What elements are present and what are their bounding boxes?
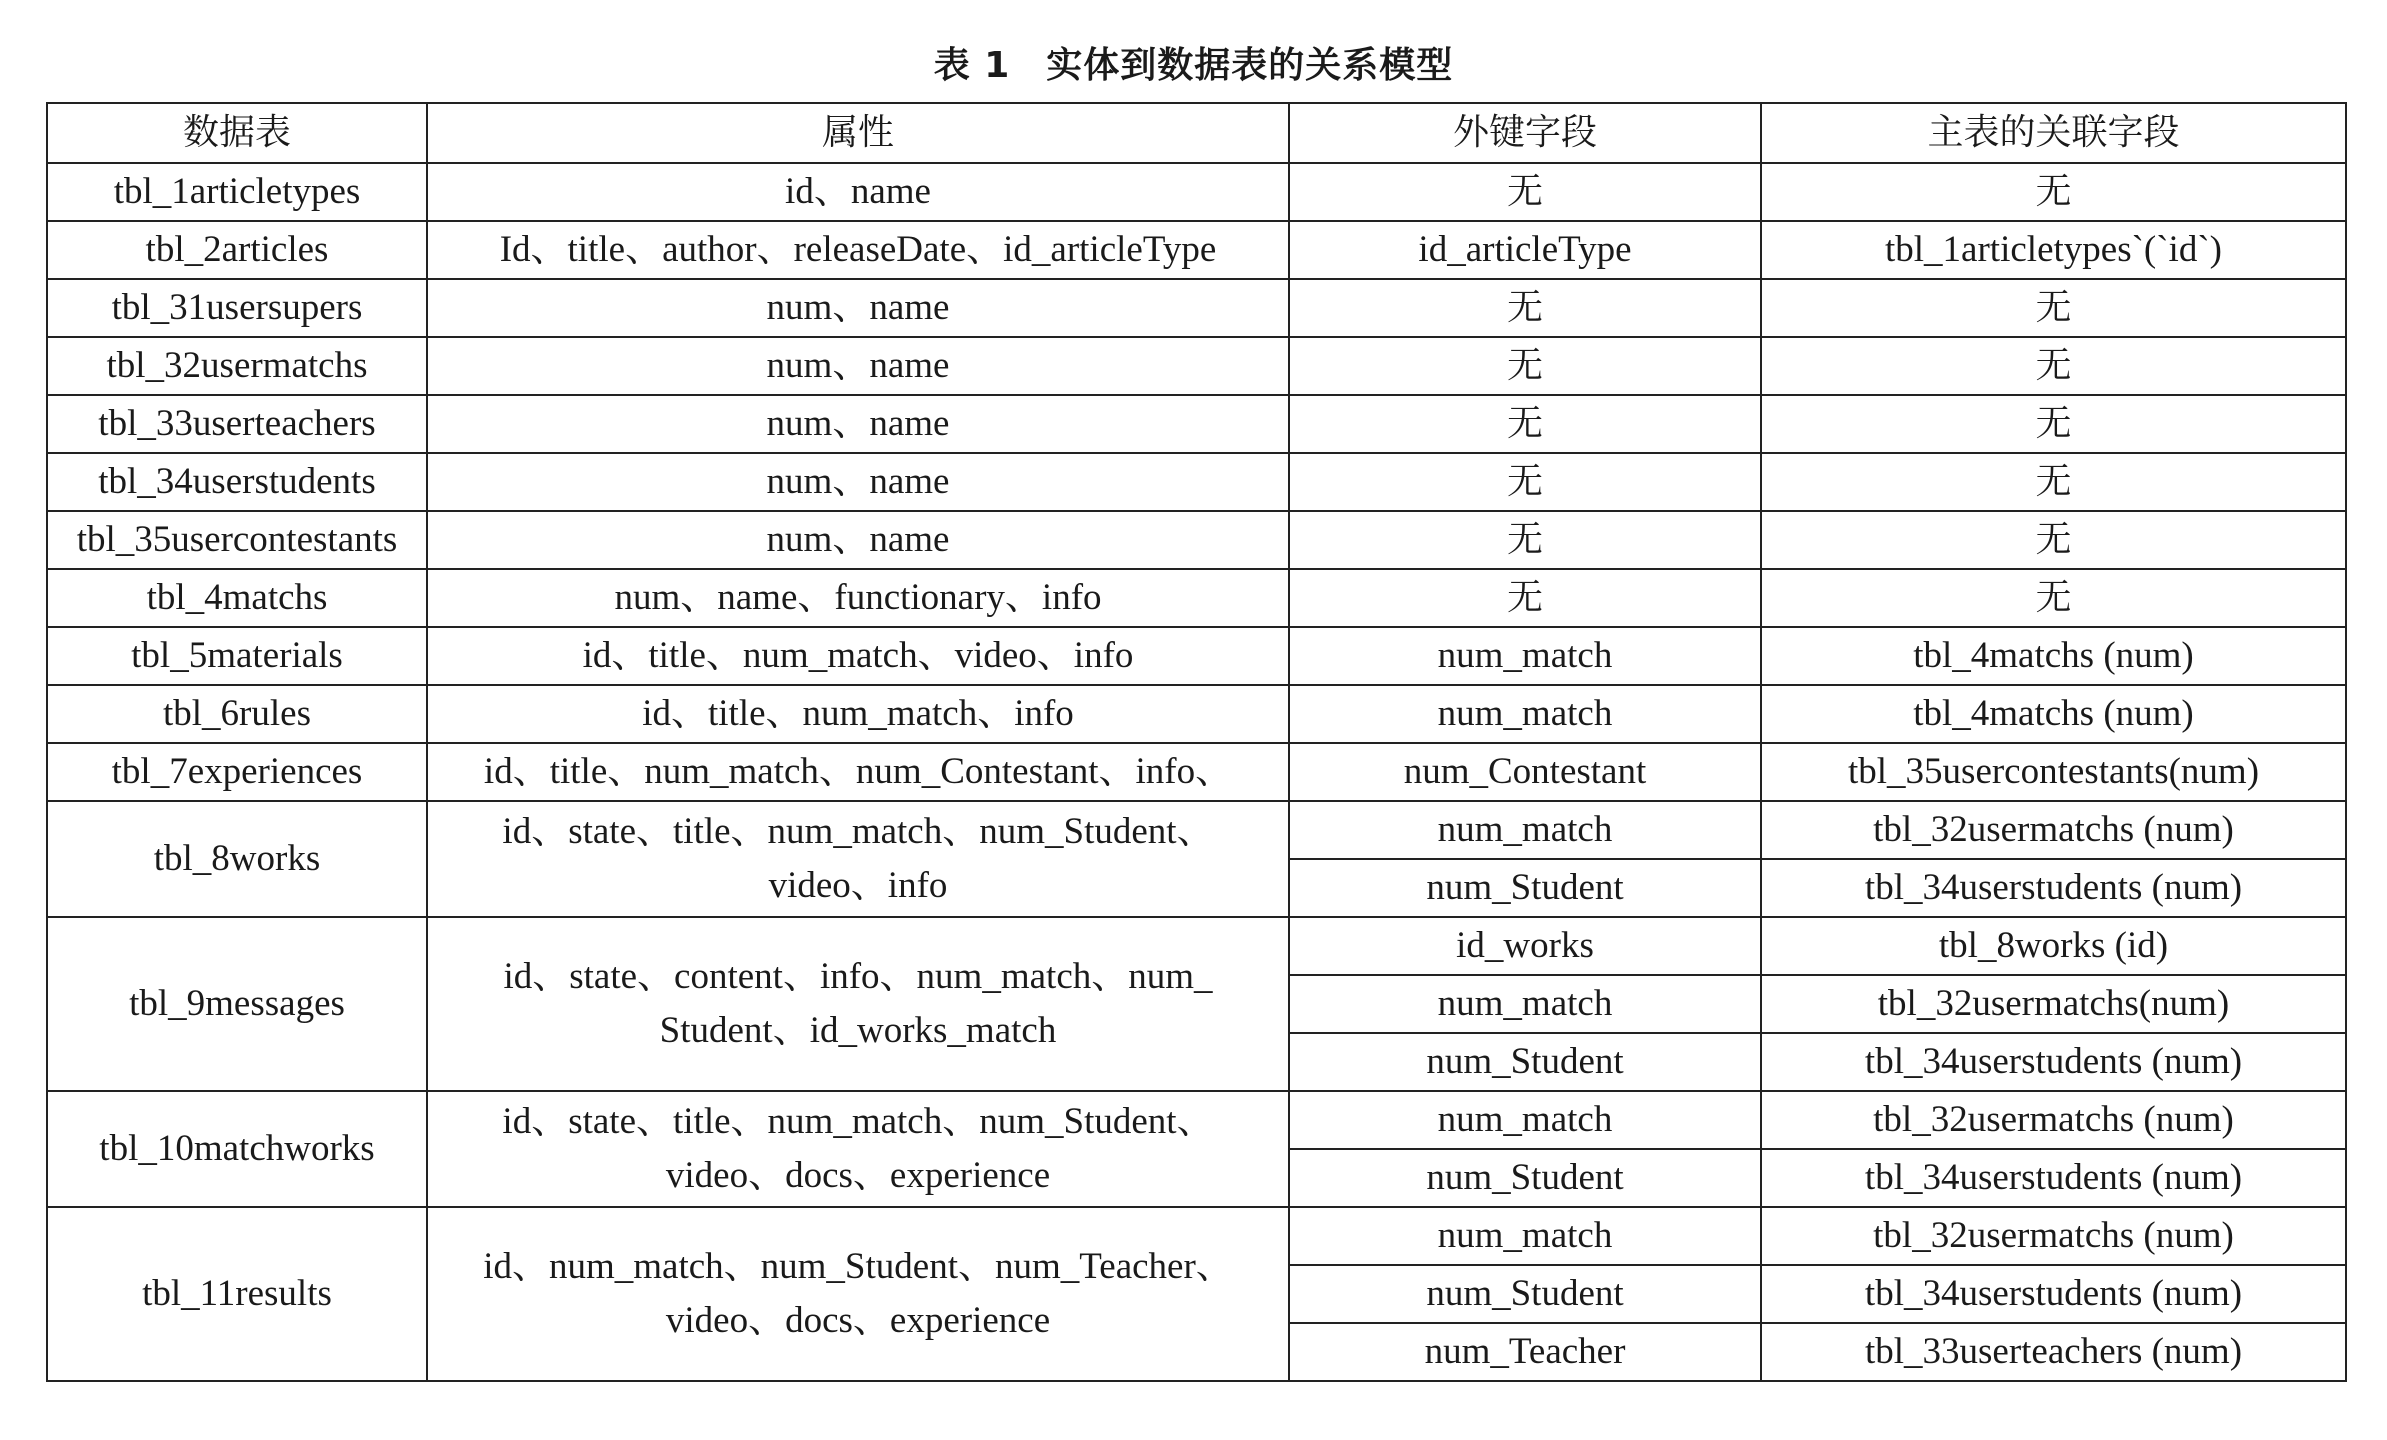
cell-referenced-field: tbl_35usercontestants(num) xyxy=(1761,743,2346,801)
cell-referenced-field: 无 xyxy=(1761,163,2346,221)
cell-table-name: tbl_34userstudents xyxy=(47,453,427,511)
cell-attributes: id、state、content、info、num_match、num_ Student、id_works_match xyxy=(427,917,1289,1091)
cell-foreign-key: num_Student xyxy=(1289,1265,1761,1323)
table-row xyxy=(47,279,2346,337)
cell-referenced-field: tbl_34userstudents (num) xyxy=(1761,1033,2346,1091)
cell-table-name: tbl_31usersupers xyxy=(47,279,427,337)
cell-foreign-key: 无 xyxy=(1289,395,1761,453)
cell-attributes: id、title、num_match、num_Contestant、info、 xyxy=(427,743,1289,801)
cell-foreign-key: num_Student xyxy=(1289,859,1761,917)
cell-attributes: id、title、num_match、video、info xyxy=(427,627,1289,685)
cell-attributes: num、name xyxy=(427,279,1289,337)
cell-referenced-field: tbl_34userstudents (num) xyxy=(1761,1149,2346,1207)
table-caption-title: 实体到数据表的关系模型 xyxy=(1046,45,1454,86)
cell-foreign-key: 无 xyxy=(1289,163,1761,221)
cell-table-name: tbl_11results xyxy=(47,1207,427,1381)
table-row xyxy=(47,511,2346,569)
cell-foreign-key: num_match xyxy=(1289,975,1761,1033)
table-caption xyxy=(0,38,2387,94)
table-row xyxy=(47,337,2346,395)
cell-referenced-field: 无 xyxy=(1761,337,2346,395)
cell-referenced-field: tbl_32usermatchs(num) xyxy=(1761,975,2346,1033)
cell-table-name: tbl_10matchworks xyxy=(47,1091,427,1207)
cell-table-name: tbl_7experiences xyxy=(47,743,427,801)
relation-model-table xyxy=(46,102,2347,1382)
cell-attributes: num、name xyxy=(427,511,1289,569)
cell-table-name: tbl_4matchs xyxy=(47,569,427,627)
cell-attributes: id、state、title、num_match、num_Student、video、docs、experience xyxy=(427,1091,1289,1207)
cell-foreign-key: 无 xyxy=(1289,453,1761,511)
cell-foreign-key: num_match xyxy=(1289,801,1761,859)
cell-table-name: tbl_9messages xyxy=(47,917,427,1091)
cell-foreign-key: num_Teacher xyxy=(1289,1323,1761,1381)
table-row xyxy=(47,163,2346,221)
cell-referenced-field: 无 xyxy=(1761,395,2346,453)
table-row xyxy=(47,627,2346,685)
table-row xyxy=(47,569,2346,627)
cell-table-name: tbl_2articles xyxy=(47,221,427,279)
cell-referenced-field: 无 xyxy=(1761,511,2346,569)
cell-foreign-key: id_works xyxy=(1289,917,1761,975)
cell-table-name: tbl_1articletypes xyxy=(47,163,427,221)
cell-foreign-key: num_Student xyxy=(1289,1149,1761,1207)
cell-referenced-field: tbl_8works (id) xyxy=(1761,917,2346,975)
cell-foreign-key: num_match xyxy=(1289,1207,1761,1265)
table-caption-label: 表 1 xyxy=(933,45,1011,86)
table-row xyxy=(47,685,2346,743)
table-row xyxy=(47,801,2346,859)
cell-referenced-field: tbl_34userstudents (num) xyxy=(1761,1265,2346,1323)
cell-referenced-field: tbl_32usermatchs (num) xyxy=(1761,801,2346,859)
table-row xyxy=(47,453,2346,511)
cell-attributes: num、name xyxy=(427,453,1289,511)
table-row xyxy=(47,395,2346,453)
cell-referenced-field: tbl_34userstudents (num) xyxy=(1761,859,2346,917)
cell-referenced-field: tbl_32usermatchs (num) xyxy=(1761,1091,2346,1149)
cell-referenced-field: tbl_1articletypes`(`id`) xyxy=(1761,221,2346,279)
cell-referenced-field: tbl_4matchs (num) xyxy=(1761,627,2346,685)
header-referenced-field: 主表的关联字段 xyxy=(1761,103,2346,163)
cell-table-name: tbl_33userteachers xyxy=(47,395,427,453)
cell-foreign-key: num_match xyxy=(1289,1091,1761,1149)
cell-foreign-key: 无 xyxy=(1289,569,1761,627)
cell-foreign-key: num_Contestant xyxy=(1289,743,1761,801)
cell-attributes: id、title、num_match、info xyxy=(427,685,1289,743)
cell-table-name: tbl_8works xyxy=(47,801,427,917)
cell-foreign-key: 无 xyxy=(1289,511,1761,569)
table-row xyxy=(47,221,2346,279)
cell-foreign-key: id_articleType xyxy=(1289,221,1761,279)
cell-attributes: id、state、title、num_match、num_Student、video、info xyxy=(427,801,1289,917)
header-foreign-key: 外键字段 xyxy=(1289,103,1761,163)
cell-referenced-field: 无 xyxy=(1761,569,2346,627)
table-row xyxy=(47,743,2346,801)
cell-foreign-key: 无 xyxy=(1289,279,1761,337)
header-table-name: 数据表 xyxy=(47,103,427,163)
cell-attributes: num、name xyxy=(427,337,1289,395)
cell-referenced-field: tbl_33userteachers (num) xyxy=(1761,1323,2346,1381)
cell-referenced-field: tbl_32usermatchs (num) xyxy=(1761,1207,2346,1265)
cell-table-name: tbl_6rules xyxy=(47,685,427,743)
cell-foreign-key: 无 xyxy=(1289,337,1761,395)
table-row xyxy=(47,1091,2346,1149)
table-header-row xyxy=(47,103,2346,163)
cell-attributes: id、name xyxy=(427,163,1289,221)
cell-table-name: tbl_5materials xyxy=(47,627,427,685)
cell-table-name: tbl_32usermatchs xyxy=(47,337,427,395)
cell-attributes: Id、title、author、releaseDate、id_articleType xyxy=(427,221,1289,279)
cell-foreign-key: num_match xyxy=(1289,685,1761,743)
cell-foreign-key: num_Student xyxy=(1289,1033,1761,1091)
table-row xyxy=(47,917,2346,975)
cell-attributes: num、name xyxy=(427,395,1289,453)
cell-attributes: num、name、functionary、info xyxy=(427,569,1289,627)
header-attributes: 属性 xyxy=(427,103,1289,163)
cell-referenced-field: 无 xyxy=(1761,453,2346,511)
cell-referenced-field: tbl_4matchs (num) xyxy=(1761,685,2346,743)
cell-attributes: id、num_match、num_Student、num_Teacher、video、docs、experience xyxy=(427,1207,1289,1381)
table-row xyxy=(47,1207,2346,1265)
cell-table-name: tbl_35usercontestants xyxy=(47,511,427,569)
cell-referenced-field: 无 xyxy=(1761,279,2346,337)
cell-foreign-key: num_match xyxy=(1289,627,1761,685)
table-body xyxy=(47,163,2346,1381)
